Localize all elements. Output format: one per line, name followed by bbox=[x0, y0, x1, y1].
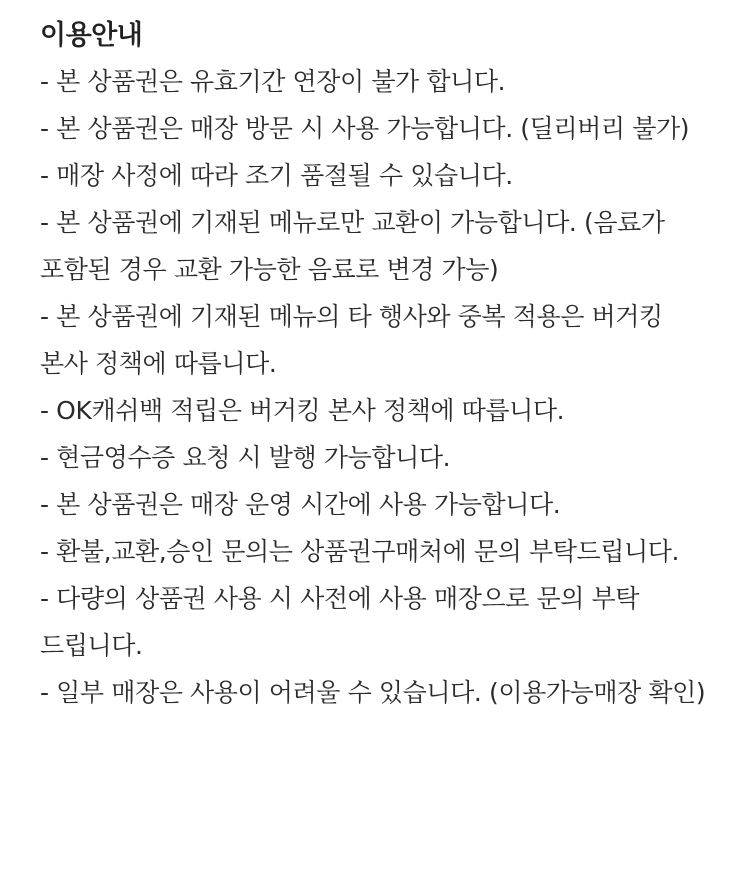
notice-item-okcashbag: - OK캐쉬백 적립은 버거킹 본사 정책에 따릅니다. bbox=[40, 396, 565, 425]
notice-item-some-stores: - 일부 매장은 사용이 어려울 수 있습니다. (이용가능매장 확인) bbox=[40, 678, 706, 707]
usage-notice bbox=[40, 14, 710, 716]
notice-item-promotion-policy: - 본 상품권에 기재된 메뉴의 타 행사와 중복 적용은 버거킹 본사 정책에 따릅니다. bbox=[40, 302, 663, 378]
notice-title: 이용안내 bbox=[40, 20, 143, 51]
notice-item-refund-inquiry: - 환불,교환,승인 문의는 상품권구매처에 문의 부탁드립니다. bbox=[40, 537, 679, 566]
notice-item-menu-exchange: - 본 상품권에 기재된 메뉴로만 교환이 가능합니다. (음료가 포함된 경우 교환 가능한 음료로 변경 가능) bbox=[40, 208, 665, 284]
notice-list bbox=[40, 58, 710, 716]
notice-item-store-hours: - 본 상품권은 매장 운영 시간에 사용 가능합니다. bbox=[40, 490, 561, 519]
notice-item-validity: - 본 상품권은 유효기간 연장이 불가 합니다. bbox=[40, 67, 506, 96]
notice-item-store-visit: - 본 상품권은 매장 방문 시 사용 가능합니다. (딜리버리 불가) bbox=[40, 114, 690, 143]
notice-item-cash-receipt: - 현금영수증 요청 시 발행 가능합니다. bbox=[40, 443, 451, 472]
notice-item-bulk-use: - 다량의 상품권 사용 시 사전에 사용 매장으로 문의 부탁 드립니다. bbox=[40, 584, 640, 660]
notice-item-sold-out: - 매장 사정에 따라 조기 품절될 수 있습니다. bbox=[40, 161, 513, 190]
